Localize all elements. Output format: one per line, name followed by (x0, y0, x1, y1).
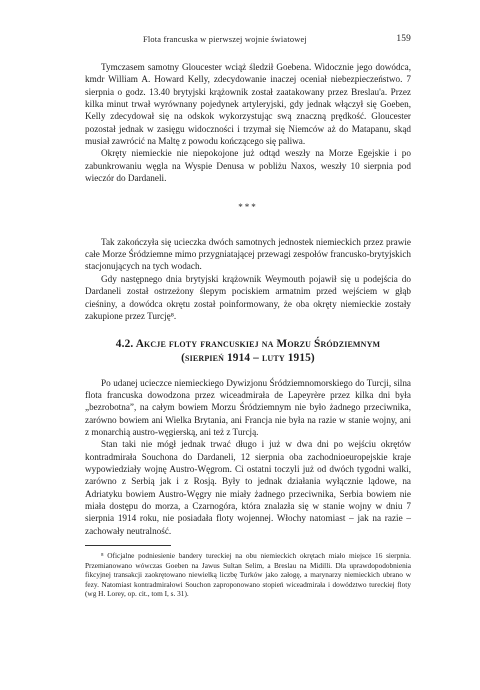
spacer (85, 322, 411, 337)
section-heading-line: (sierpień 1914 – luty 1915) (181, 352, 315, 365)
running-header (85, 34, 411, 48)
body-paragraph: Tak zakończyła się ucieczka dwóch samotnych jednostek niemieckich przez prawie całe Morze Śródziemne mimo przygniatającej przewagi zespołów francusko-brytyjskich stacjonujących na tych wodach. (85, 236, 411, 272)
body-paragraph: Po udanej ucieczce niemieckiego Dywizjonu Śródziemnomorskiego do Turcji, silna flota francuska dowodzona przez wiceadmirała de Lapeyrère przez kilka dni była „bezrobotna”, na całym bowiem Morzu Śródziemnym nie było żadnego przeciwnika, zarówno bowiem ani Wielka Brytania, ani Francja nie była na razie w stanie wojny, ani z monarchią austro-węgierską, ani też z Turcją. (85, 377, 411, 437)
footnote-divider (85, 545, 171, 546)
page-body (85, 61, 411, 599)
footnote: ⁸ Oficjalne podniesienie bandery tureckiej na obu niemieckich okrętach miało miejsce 16 sierpnia. Przemianowano wówczas Goeben na Jawus Sultan Selim, a Breslau na Midilli. Dla uprawdopodobnienia fikcyjnej transakcji zaokrętowano niewielką liczbę Turków jako załogę, a marynarzy niemieckich ubrano w fezy. Natomiast kontradmirałowi Souchon zaproponowano stopień wiceadmirała i dowództwo tureckiej floty (wg H. Lorey, op. cit., tom I, s. 31). (85, 551, 411, 599)
section-heading-line: 4.2. Akcje floty francuskiej na Morzu Śródziemnym (115, 338, 381, 351)
section-heading (85, 337, 411, 365)
page-number: 159 (396, 34, 411, 44)
body-paragraph: Stan taki nie mógł jednak trwać długo i już w dwa dni po wejściu okrętów kontradmirała Souchona do Dardaneli, 12 sierpnia oba zachodnioeuropejskie kraje wypowiedziały wojnę Austro-Węgrom. Ci ostatni toczyli już od dwóch tygodni walki, zarówno z Serbią jak i z Rosją. Były to jednak działania wyłącznie lądowe, na Adriatyku bowiem Austro-Węgry nie miały żadnego przeciwnika, Serbia bowiem nie miała dostępu do morza, a Czarnogóra, która znalazła się w stanie wojny w dniu 7 sierpnia 1914 roku, nie posiadała floty wojennej. Włochy natomiast – jak na razie – zachowały neutralność. (85, 439, 411, 536)
body-paragraph: Okręty niemieckie nie niepokojone już odtąd weszły na Morze Egejskie i po zabunkrowaniu węgla na Wyspie Denusa w pobliżu Naxos, weszły 10 sierpnia pod wieczór do Dardaneli. (85, 148, 411, 184)
body-paragraph: Gdy następnego dnia brytyjski krążownik Weymouth pojawił się u podejścia do Dardaneli został ostrzeżony ślepym pociskiem armatnim przed wejściem w głąb cieśniny, a dowódca okrętu został poinformowany, że oba okręty niemieckie zostały zakupione przez Turcję⁸. (85, 273, 411, 321)
section-break-asterisks: *** (238, 202, 258, 213)
body-paragraph: Tymczasem samotny Gloucester wciąż śledził Goebena. Widocznie jego dowódca, kmdr William A. Howard Kelly, zdecydowanie inaczej oceniał niebezpieczeństwo. 7 sierpnia o godz. 13.40 brytyjski krążownik został zaatakowany przez Breslau'a. Przez kilka minut trwał wyrównany pojedynek artyleryjski, gdy jednak włączył się Goeben, Kelly zdecydował się na odskok wykorzystując swą znaczną prędkość. Gloucester pozostał jednak w zasięgu widoczności i trzymał się Niemców aż do Matapanu, skąd musiał zawrócić na Maltę z powodu kończącego się paliwa. (85, 62, 411, 147)
running-title: Flota francuska w pierwszej wojnie światowej (143, 35, 307, 44)
